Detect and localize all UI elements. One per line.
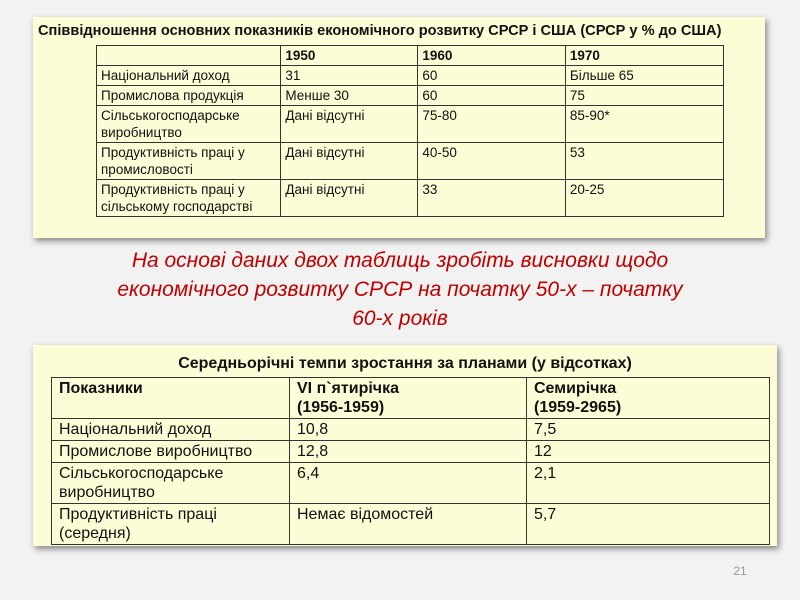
table1-header-cell: 1950 bbox=[281, 46, 418, 66]
table2-header-cell bbox=[52, 378, 290, 419]
table-cell: Дані відсутні bbox=[281, 106, 418, 143]
instruction-line: 60-х років bbox=[352, 307, 448, 330]
table1-panel bbox=[33, 17, 765, 238]
table-cell: 40-50 bbox=[418, 143, 566, 180]
table2-title: Середньорічні темпи зростання за планами (у відсотках) bbox=[178, 355, 632, 372]
table-cell: 20-25 bbox=[565, 180, 723, 217]
table-cell: 12 bbox=[527, 441, 770, 463]
table-cell: Продуктивність праці (середня) bbox=[52, 504, 290, 545]
table-row bbox=[97, 180, 724, 217]
table-cell: Дані відсутні bbox=[281, 143, 418, 180]
table-cell: Менше 30 bbox=[281, 86, 418, 106]
table-cell: 75-80 bbox=[418, 106, 566, 143]
instruction-text bbox=[40, 246, 760, 333]
table-cell: 2,1 bbox=[527, 463, 770, 504]
table-row bbox=[52, 441, 770, 463]
table-cell: 75 bbox=[565, 86, 723, 106]
table2-panel bbox=[33, 345, 777, 546]
table-row bbox=[97, 86, 724, 106]
table-row bbox=[52, 463, 770, 504]
table-cell: 60 bbox=[418, 86, 566, 106]
table1-header-cell: 1960 bbox=[418, 46, 566, 66]
table-row bbox=[97, 143, 724, 180]
table-cell: Продуктивність праці у промисловості bbox=[97, 143, 281, 180]
table1-header-cell: 1970 bbox=[565, 46, 723, 66]
instruction-line: економічного розвитку СРСР на початку 50-х – початку bbox=[117, 278, 683, 301]
page-number: 21 bbox=[733, 564, 747, 578]
table-cell: 10,8 bbox=[290, 419, 527, 441]
table-cell: 12,8 bbox=[290, 441, 527, 463]
table-cell: 85-90* bbox=[565, 106, 723, 143]
table-cell: 5,7 bbox=[527, 504, 770, 545]
header-line: (1959-2965) bbox=[534, 399, 622, 416]
header-line: Показники bbox=[59, 380, 143, 397]
table-cell: Сільськогосподарське виробництво bbox=[97, 106, 281, 143]
table-cell: 33 bbox=[418, 180, 566, 217]
table-cell: Національний доход bbox=[52, 419, 290, 441]
table-row bbox=[52, 504, 770, 545]
table-cell: 6,4 bbox=[290, 463, 527, 504]
table-cell: Більше 65 bbox=[565, 66, 723, 86]
table-row bbox=[97, 66, 724, 86]
table-row bbox=[97, 106, 724, 143]
table-cell: 53 bbox=[565, 143, 723, 180]
table-cell: Продуктивність праці у сільському господарстві bbox=[97, 180, 281, 217]
table2-header-cell bbox=[290, 378, 527, 419]
table-cell: 31 bbox=[281, 66, 418, 86]
header-line: (1956-1959) bbox=[297, 399, 385, 416]
header-line: Семирічка bbox=[534, 380, 617, 397]
table-cell: Промислова продукція bbox=[97, 86, 281, 106]
table1-header-cell bbox=[97, 46, 281, 66]
table1 bbox=[96, 45, 724, 217]
table-cell: Немає відомостей bbox=[290, 504, 527, 545]
table-cell: Промислове виробництво bbox=[52, 441, 290, 463]
table2-header-row bbox=[52, 378, 770, 419]
table-cell: 7,5 bbox=[527, 419, 770, 441]
table2-header-cell bbox=[527, 378, 770, 419]
table-cell: Сільськогосподарське виробництво bbox=[52, 463, 290, 504]
header-line: VI п`ятирічка bbox=[297, 380, 399, 397]
table-cell: Національний доход bbox=[97, 66, 281, 86]
table1-header-row bbox=[97, 46, 724, 66]
table2 bbox=[51, 377, 770, 545]
instruction-line: На основі даних двох таблиць зробіть висновки щодо bbox=[131, 249, 669, 272]
table-cell: Дані відсутні bbox=[281, 180, 418, 217]
table1-title: Співвідношення основних показників економічного розвитку СРСР і США (СРСР у % до США) bbox=[38, 23, 722, 39]
table-cell: 60 bbox=[418, 66, 566, 86]
table-row bbox=[52, 419, 770, 441]
